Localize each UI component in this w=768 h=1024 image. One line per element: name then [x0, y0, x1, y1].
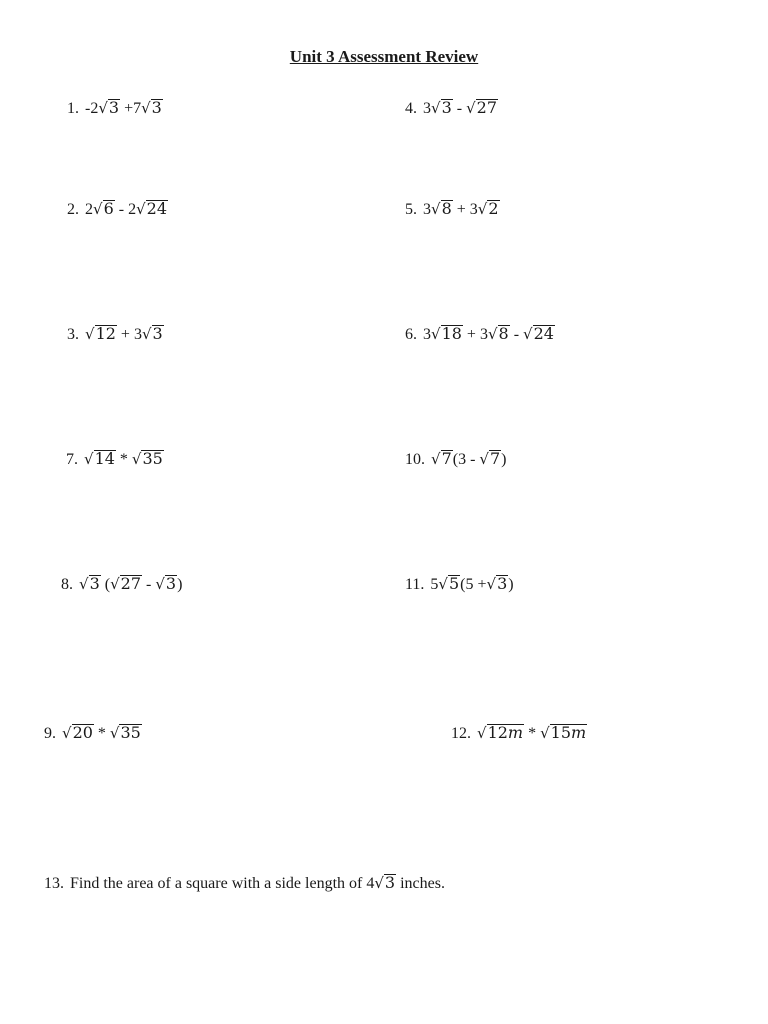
problem-9: [44, 722, 142, 745]
problem-number: 12.: [451, 725, 471, 742]
problem-number: 4.: [405, 100, 417, 117]
problem-expression: √3 (√27 - √3): [79, 574, 183, 593]
problem-7: [66, 448, 164, 471]
problem-number: 2.: [67, 201, 79, 218]
problem-3: [67, 323, 164, 346]
problem-expression: √20 * √35: [62, 723, 141, 742]
problem-expression: Find the area of a square with a side length of 4√3 inches.: [70, 873, 445, 892]
problem-expression: 3√8 + 3√2: [423, 199, 499, 218]
problem-number: 6.: [405, 326, 417, 343]
problem-12: [451, 722, 587, 745]
problem-6: [405, 323, 555, 346]
problem-number: 11.: [405, 576, 425, 593]
problem-8: [61, 573, 182, 596]
problem-number: 3.: [67, 326, 79, 343]
problem-11: [405, 573, 514, 596]
page-title: Unit 3 Assessment Review: [289, 47, 479, 66]
problem-10: [405, 448, 506, 471]
problem-expression: √12m * √15m: [477, 723, 587, 742]
problem-number: 7.: [66, 451, 78, 468]
problem-number: 9.: [44, 725, 56, 742]
problem-expression: √7(3 - √7): [431, 449, 507, 468]
problem-expression: 2√6 - 2√24: [85, 199, 167, 218]
problem-4: [405, 97, 498, 120]
problem-5: [405, 198, 500, 221]
problem-expression: √12 + 3√3: [85, 324, 163, 343]
problem-2: [67, 198, 168, 221]
problem-expression: -2√3 +7√3: [85, 98, 162, 117]
problem-1: [67, 97, 163, 120]
problem-expression: 3√18 + 3√8 - √24: [423, 324, 554, 343]
problem-expression: 5√5(5 +√3): [430, 574, 514, 593]
problem-number: 8.: [61, 576, 73, 593]
problem-expression: √14 * √35: [84, 449, 163, 468]
problem-number: 1.: [67, 100, 79, 117]
problem-13: [44, 872, 445, 895]
problem-expression: 3√3 - √27: [423, 98, 497, 117]
problem-number: 5.: [405, 201, 417, 218]
problem-number: 13.: [44, 875, 64, 892]
problem-number: 10.: [405, 451, 425, 468]
